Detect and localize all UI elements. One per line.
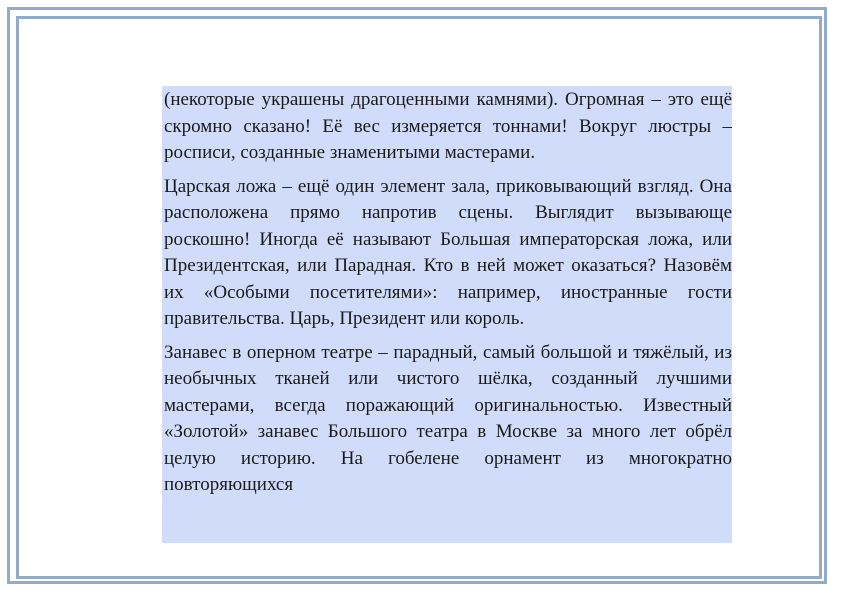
paragraph-chandelier: (некоторые украшены драгоценными камнями). Огромная – это ещё скромно сказано! Её вес измеряется тоннами! Вокруг люстры – росписи, созданные знаменитыми мастерами. — [164, 89, 732, 163]
paragraph-curtain: Занавес в оперном театре – парадный, самый большой и тяжёлый, из необычных тканей или чистого шёлка, созданный лучшими мастерами, всегда поражающий оригинальностью. Известный «Золотой» занавес Большого театра в Москве за много лет обрёл целую историю. На гобелене орнамент из многократно повторяющихся — [164, 341, 732, 495]
paragraph-royal-box: Царская ложа – ещё один элемент зала, приковывающий взгляд. Она расположена прямо напротив сцены. Выглядит вызывающе роскошно! Иногда её называют Большая императорская ложа, или Президентская, или Парадная. Кто в ней может оказаться? Назовём их «Особыми посетителями»: например, иностранные гости правительства. Царь, Президент или король. — [164, 175, 732, 329]
text-content-block — [162, 86, 732, 543]
